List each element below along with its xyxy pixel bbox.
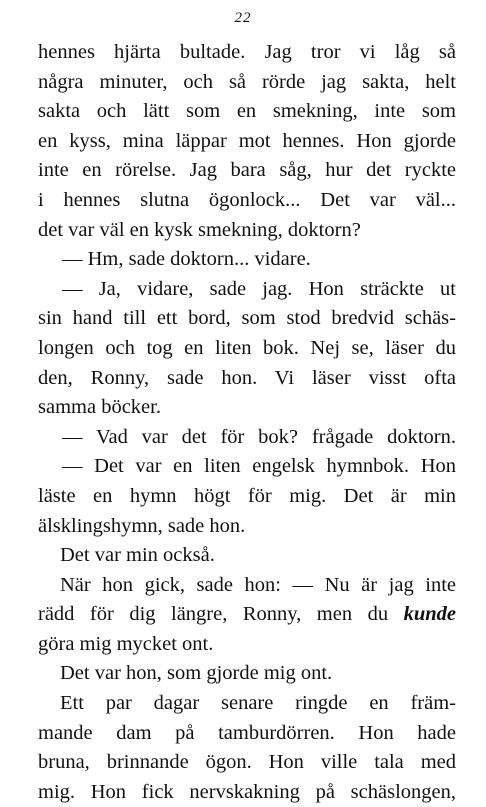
text-line: samma böcker.: [38, 396, 161, 419]
text-line: Det var hon, som gjorde mig ont.: [60, 662, 333, 685]
text-line: några minuter, och så rörde jag sakta, helt: [38, 70, 456, 93]
text-line: longen och tog en liten bok. Nej se, läser du: [38, 336, 456, 359]
body-text: [38, 38, 456, 807]
text-line: en kyss, mina läppar mot hennes. Hon gjorde: [38, 129, 456, 152]
text-line-with-emphasis: [38, 600, 456, 630]
text-line: När hon gick, sade hon: — Nu är jag inte: [60, 573, 456, 596]
text-line: inte en rörelse. Jag bara såg, hur det ryckte: [38, 159, 456, 182]
text-line: läste en hymn högt för mig. Det är min: [38, 484, 456, 507]
text-line: Ett par dagar senare ringde en främ-: [60, 692, 456, 715]
dialogue-line: — Det var en liten engelsk hymnbok. Hon: [62, 455, 456, 478]
text-line: Det var min också.: [60, 544, 215, 567]
text-line: den, Ronny, sade hon. Vi läser visst ofta: [38, 366, 456, 389]
text-line: mande dam på tamburdörren. Hon hade: [38, 721, 456, 744]
text-line: göra mig mycket ont.: [38, 632, 214, 655]
dialogue-line: — Ja, vidare, sade jag. Hon sträckte ut: [62, 277, 456, 300]
text-line: sin hand till ett bord, som stod bredvid schäs-: [38, 307, 456, 330]
text-line: mig. Hon fick nervskakning på schäslongen,: [38, 780, 456, 803]
text-line: sakta och lätt som en smekning, inte som: [38, 100, 456, 123]
text-line: bruna, brinnande ögon. Hon ville tala med: [38, 751, 456, 774]
page-number: 22: [234, 10, 252, 26]
text-line: älsklingshymn, sade hon.: [38, 514, 246, 537]
dialogue-line: — Vad var det för bok? frågade doktorn.: [62, 425, 456, 448]
text-line: i hennes slutna ögonlock... Det var väl...: [38, 188, 456, 211]
dialogue-line: — Hm, sade doktorn... vidare.: [62, 248, 311, 271]
text-line: hennes hjärta bultade. Jag tror vi låg så: [38, 41, 456, 63]
text-line: det var väl en kysk smekning, doktorn?: [38, 218, 361, 241]
emphasized-word: kunde: [403, 603, 456, 626]
text-segment: rädd för dig längre, Ronny, men du: [38, 603, 404, 626]
